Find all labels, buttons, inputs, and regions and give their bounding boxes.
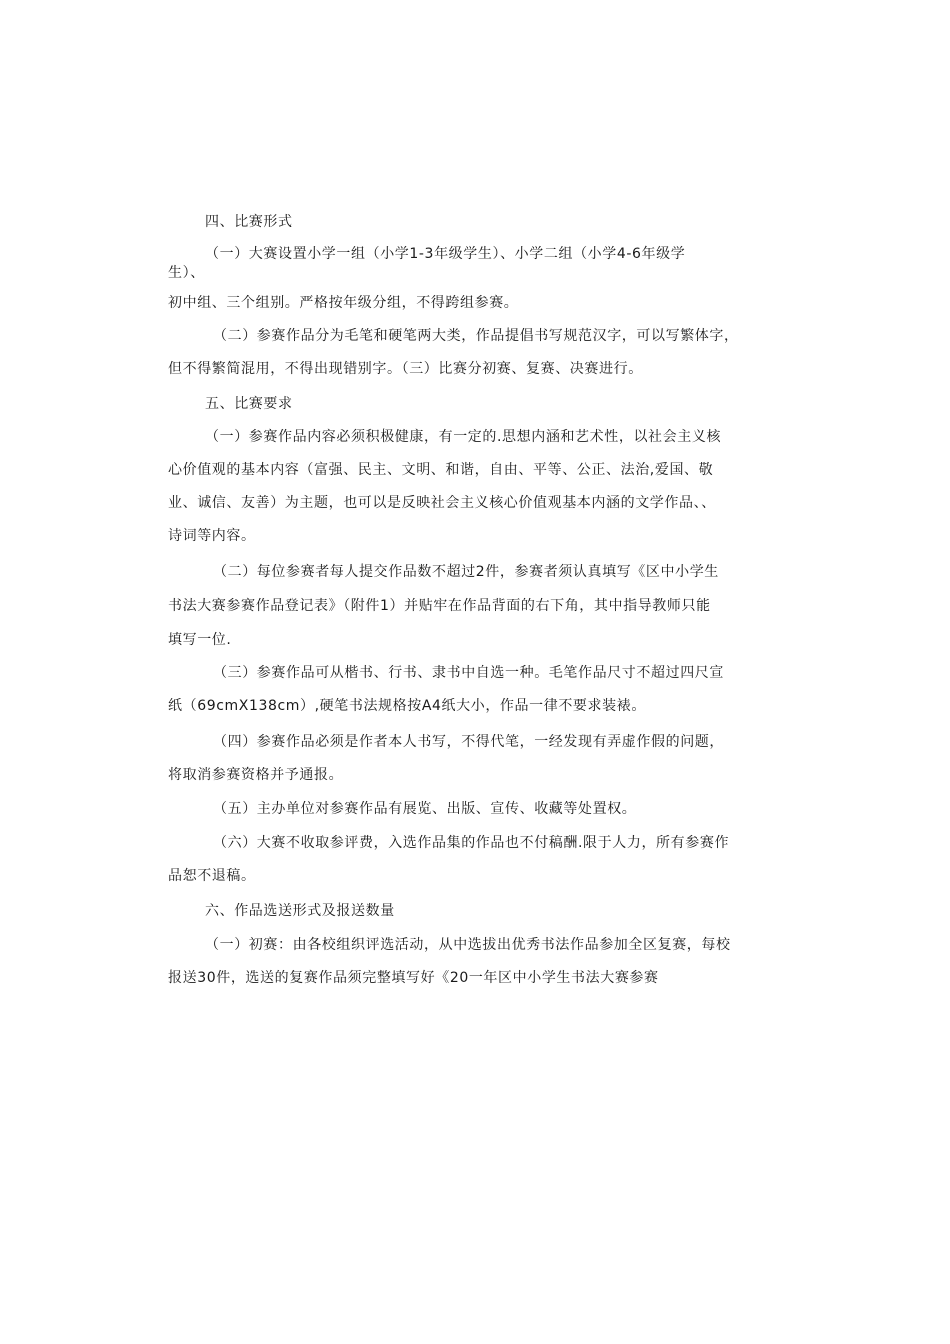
paragraph-line: 填写一位. — [168, 632, 232, 648]
paragraph-line: 诗词等内容。 — [168, 528, 256, 544]
paragraph-line: 初中组、三个组别。严格按年级分组，不得跨组参赛。 — [168, 295, 519, 311]
paragraph-line: 但不得繁简混用，不得出现错别字。（三）比赛分初赛、复赛、决赛进行。 — [168, 361, 643, 377]
paragraph-line: （一）参赛作品内容必须积极健康，有一定的.思想内涵和艺术性，以社会主义核 — [205, 429, 722, 445]
section-heading: 六、作品选送形式及报送数量 — [205, 903, 395, 919]
paragraph-line: （五）主办单位对参赛作品有展览、出版、宣传、收藏等处置权。 — [213, 801, 637, 817]
paragraph-line: 品恕不退稿。 — [168, 868, 256, 884]
paragraph-line: 纸（69cmX138cm）,硬笔书法规格按A4纸大小，作品一律不要求装裱。 — [168, 698, 646, 714]
paragraph-line: 将取消参赛资格并予通报。 — [168, 767, 344, 783]
paragraph-line: （一）大赛设置小学一组（小学1-3年级学生）、小学二组（小学4-6年级学 — [205, 246, 686, 262]
paragraph-line: 书法大赛参赛作品登记表》（附件1）并贴牢在作品背面的右下角，其中指导教师只能 — [168, 598, 711, 614]
paragraph-line: 生）、 — [168, 265, 205, 281]
section-heading: 五、比赛要求 — [205, 396, 293, 412]
paragraph-line: （六）大赛不收取参评费，入选作品集的作品也不付稿酬.限于人力，所有参赛作 — [213, 835, 730, 851]
paragraph-line: （二）参赛作品分为毛笔和硬笔两大类，作品提倡书写规范汉字，可以写繁体字， — [213, 328, 739, 344]
paragraph-line: （二）每位参赛者每人提交作品数不超过2件，参赛者须认真填写《区中小学生 — [213, 564, 719, 580]
paragraph-line: （一）初赛：由各校组织评选活动，从中选拔出优秀书法作品参加全区复赛，每校 — [205, 937, 731, 953]
paragraph-line: 心价值观的基本内容（富强、民主、文明、和谐，自由、平等、公正、法治,爱国、敬 — [168, 462, 714, 478]
paragraph-line: （四）参赛作品必须是作者本人书写，不得代笔，一经发现有弄虚作假的问题， — [213, 734, 724, 750]
paragraph-line: （三）参赛作品可从楷书、行书、隶书中自选一种。毛笔作品尺寸不超过四尺宣 — [213, 665, 724, 681]
section-heading: 四、比赛形式 — [205, 214, 293, 230]
paragraph-line: 报送30件，选送的复赛作品须完整填写好《20一年区中小学生书法大赛参赛 — [168, 970, 659, 986]
paragraph-line: 业、诚信、友善）为主题，也可以是反映社会主义核心价值观基本内涵的文学作品、、 — [168, 495, 716, 511]
